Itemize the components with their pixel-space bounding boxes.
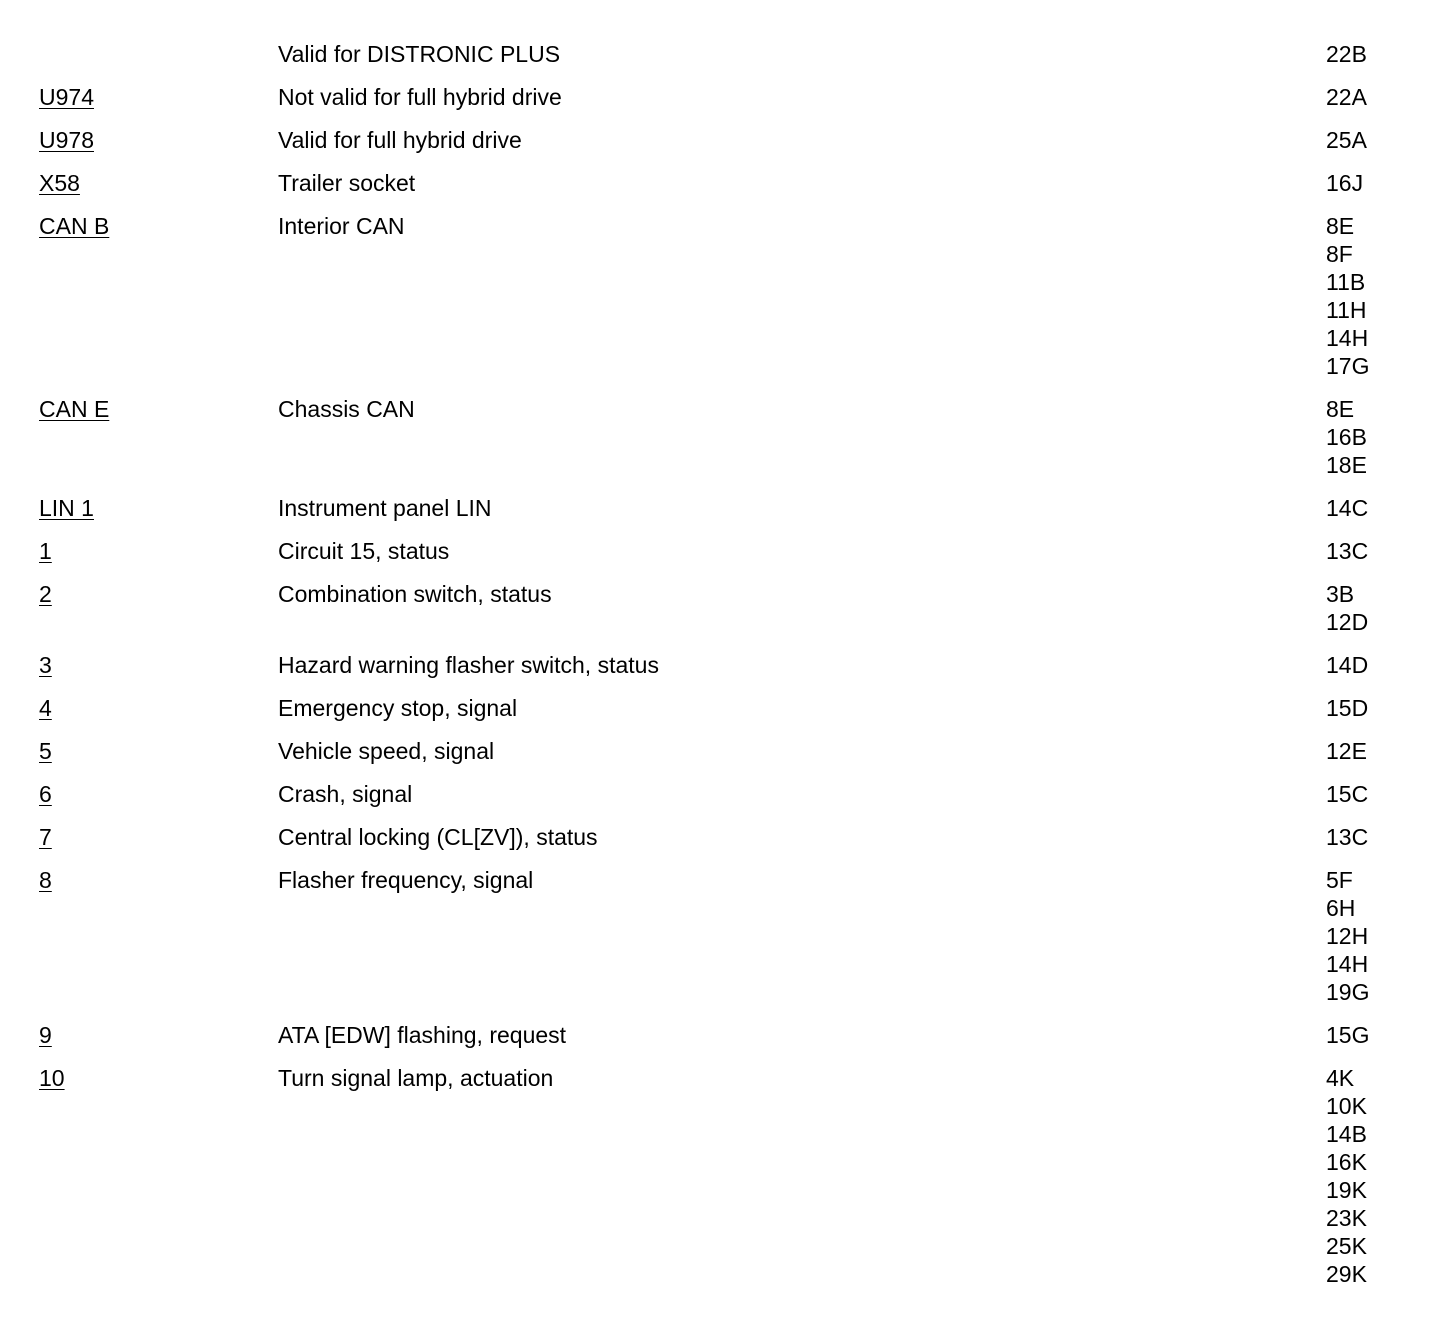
legend-description: Flasher frequency, signal [278,867,534,893]
legend-description: Turn signal lamp, actuation [278,1065,554,1091]
legend-code-link[interactable]: U978 [39,127,94,153]
grid-reference: 10K [1326,1093,1367,1119]
grid-reference: 18E [1326,452,1367,478]
grid-reference: 13C [1326,824,1369,850]
grid-reference: 11B [1326,269,1366,295]
legend-row [39,1021,1399,1049]
legend-grid-references [1326,694,1399,722]
legend-description: Vehicle speed, signal [278,738,495,764]
grid-reference: 14B [1326,1121,1367,1147]
legend-row [39,580,1399,636]
legend-description: Crash, signal [278,781,413,807]
legend-row [39,395,1399,479]
legend-row [39,866,1399,1006]
grid-reference: 25A [1326,127,1367,153]
grid-reference: 14H [1326,325,1369,351]
legend-grid-references [1326,1021,1399,1049]
grid-reference: 23K [1326,1205,1367,1231]
legend-description: Emergency stop, signal [278,695,518,721]
legend-grid-references [1326,651,1399,679]
legend-grid-references [1326,537,1399,565]
grid-reference: 4K [1326,1065,1355,1091]
legend-code-link[interactable]: X58 [39,170,80,196]
legend-row [39,83,1399,111]
legend-code-link[interactable]: 7 [39,824,52,850]
grid-reference: 15D [1326,695,1369,721]
legend-code-link[interactable]: LIN 1 [39,495,94,521]
legend-grid-references [1326,737,1399,765]
legend-description: Trailer socket [278,170,416,196]
grid-reference: 19K [1326,1177,1367,1203]
grid-reference: 14D [1326,652,1369,678]
legend-code-link[interactable]: 8 [39,867,52,893]
legend-grid-references [1326,169,1399,197]
grid-reference: 12E [1326,738,1367,764]
legend-row [39,126,1399,154]
legend-description: Valid for full hybrid drive [278,127,522,153]
grid-reference: 25K [1326,1233,1367,1259]
legend-row [39,1064,1399,1288]
legend-code-link[interactable]: 10 [39,1065,65,1091]
grid-reference: 17G [1326,353,1370,379]
legend-code-link[interactable]: 1 [39,538,52,564]
legend-code-link[interactable]: 6 [39,781,52,807]
grid-reference: 16J [1326,170,1364,196]
legend-description: Interior CAN [278,213,405,239]
grid-reference: 15G [1326,1022,1370,1048]
legend-row [39,169,1399,197]
legend-grid-references [1326,780,1399,808]
grid-reference: 8E [1326,396,1355,422]
legend-description: ATA [EDW] flashing, request [278,1022,567,1048]
legend-grid-references [1326,83,1399,111]
legend-code-link[interactable]: CAN B [39,213,110,239]
legend-row [39,212,1399,380]
grid-reference: 6H [1326,895,1356,921]
grid-reference: 16K [1326,1149,1367,1175]
legend-description: Not valid for full hybrid drive [278,84,562,110]
legend-row [39,823,1399,851]
legend-grid-references [1326,823,1399,851]
legend-description: Combination switch, status [278,581,552,607]
legend-grid-references [1326,1064,1399,1288]
legend-grid-references [1326,40,1399,68]
legend-code-link[interactable]: U974 [39,84,94,110]
legend-row [39,780,1399,808]
legend-table [39,40,1399,1303]
grid-reference: 13C [1326,538,1369,564]
legend-code-link[interactable]: CAN E [39,396,110,422]
legend-description: Valid for DISTRONIC PLUS [278,41,561,67]
legend-description: Chassis CAN [278,396,415,422]
grid-reference: 12H [1326,923,1369,949]
grid-reference: 14H [1326,951,1369,977]
legend-description: Central locking (CL[ZV]), status [278,824,598,850]
legend-grid-references [1326,126,1399,154]
grid-reference: 29K [1326,1261,1367,1287]
grid-reference: 8E [1326,213,1355,239]
grid-reference: 16B [1326,424,1367,450]
legend-grid-references [1326,580,1399,636]
grid-reference: 15C [1326,781,1369,807]
legend-row [39,494,1399,522]
grid-reference: 22B [1326,41,1367,67]
legend-grid-references [1326,395,1399,479]
grid-reference: 8F [1326,241,1353,267]
grid-reference: 5F [1326,867,1353,893]
legend-code-link[interactable]: 3 [39,652,52,678]
legend-code-link[interactable]: 9 [39,1022,52,1048]
legend-grid-references [1326,866,1399,1006]
legend-grid-references [1326,494,1399,522]
legend-grid-references [1326,212,1399,380]
legend-row [39,737,1399,765]
grid-reference: 22A [1326,84,1367,110]
grid-reference: 14C [1326,495,1369,521]
grid-reference: 12D [1326,609,1369,635]
legend-code-link[interactable]: 4 [39,695,52,721]
legend-row [39,694,1399,722]
legend-row [39,537,1399,565]
legend-description: Instrument panel LIN [278,495,492,521]
legend-row [39,651,1399,679]
grid-reference: 11H [1326,297,1367,323]
legend-code-link[interactable]: 5 [39,738,52,764]
legend-description: Hazard warning flasher switch, status [278,652,659,678]
legend-code-link[interactable]: 2 [39,581,52,607]
legend-description: Circuit 15, status [278,538,450,564]
grid-reference: 19G [1326,979,1370,1005]
legend-row [39,40,1399,68]
grid-reference: 3B [1326,581,1355,607]
